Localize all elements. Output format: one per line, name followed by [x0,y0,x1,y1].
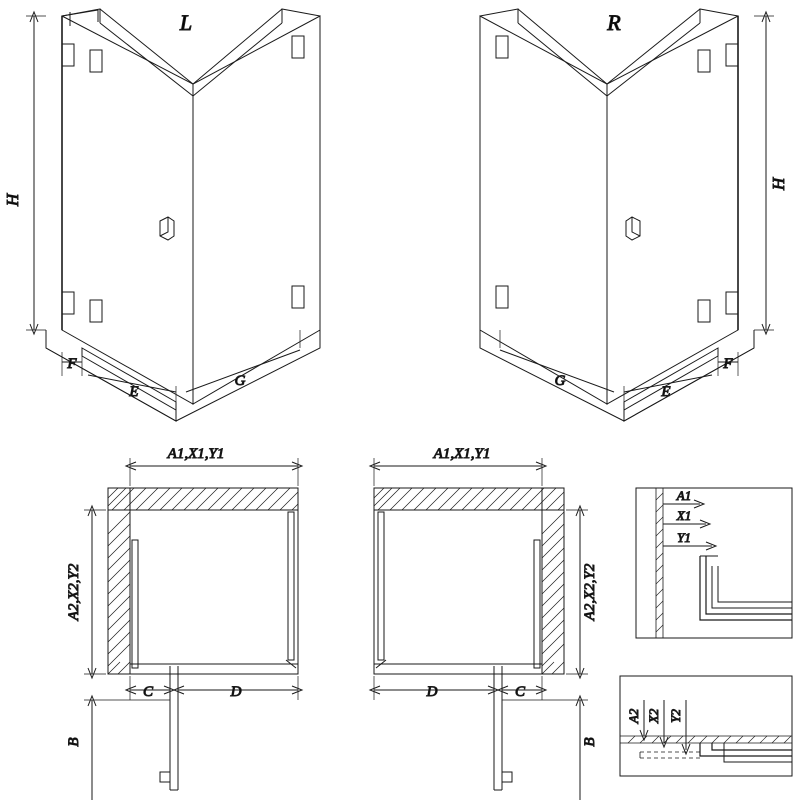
label-C-right: C [514,684,526,700]
label-D-right: D [426,684,438,700]
label-E-left: E [129,384,139,400]
label-A2X2Y2-left: A2,X2,Y2 [66,563,82,621]
label-H-left: H [3,193,22,207]
label-variant-R: R [607,10,621,35]
label-F-right: F [723,356,733,372]
label-variant-L: L [179,10,193,35]
label-B-left: B [66,737,82,747]
label-X2-detail: X2 [646,708,661,724]
label-G-left: G [234,373,246,389]
label-C-left: C [142,684,154,700]
label-X1-detail: X1 [676,508,692,523]
label-B-right: B [582,737,598,747]
label-A2-detail: A2 [626,708,641,724]
label-Y2-detail: Y2 [668,709,683,723]
label-E-right: E [661,384,671,400]
label-F-left: F [67,356,77,372]
label-A1X1Y1-right: A1,X1,Y1 [433,446,491,462]
label-A1-detail: A1 [676,488,692,503]
label-A1X1Y1-left: A1,X1,Y1 [167,446,225,462]
label-Y1-detail: Y1 [677,530,691,545]
label-G-right: G [554,373,566,389]
label-H-right: H [769,177,788,191]
label-D-left: D [230,684,242,700]
label-A2X2Y2-right: A2,X2,Y2 [582,563,598,621]
